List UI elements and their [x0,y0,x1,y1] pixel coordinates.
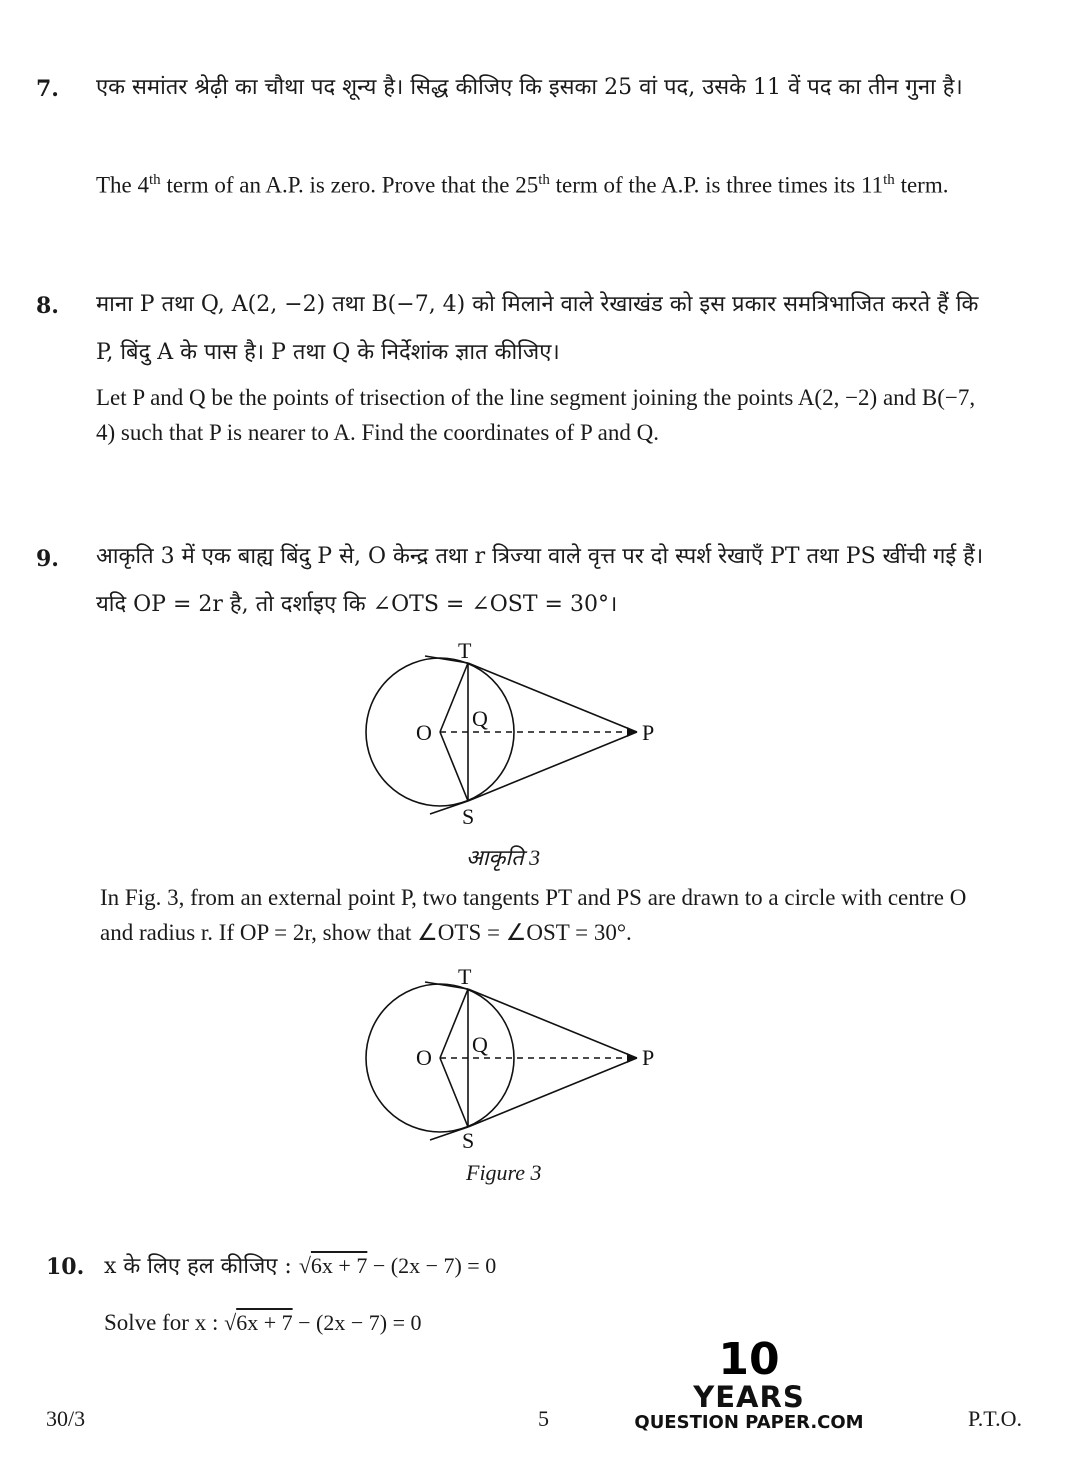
question-7-hindi: एक समांतर श्रेढ़ी का चौथा पद शून्य है। सिद्ध कीजिए कि इसका 25 वां पद, उसके 11 वें पद का तीन गुना है। [96,75,963,100]
arrowhead-p [627,727,637,737]
radicand: 6x + 7 [236,1310,293,1335]
logo-site: QUESTION PAPER.COM [634,1412,864,1433]
label-t: T [458,638,472,663]
q7-en-part: term of an A.P. is zero. Prove that the 25 [160,172,539,198]
radius-ot [440,663,468,732]
tangent-pt [468,989,637,1058]
q10-hindi-prefix: x के लिए हल कीजिए : [104,1254,292,1279]
question-8-number: 8. [36,293,59,319]
site-logo [632,1334,866,1434]
question-10-hindi [104,1242,994,1291]
radius-os [440,732,468,801]
page-number: 5 [538,1406,549,1431]
question-10-number: 10. [46,1254,85,1280]
q7-en-part: term of the A.P. is three times its 11 [549,172,884,198]
label-p: P [642,720,655,745]
label-o: O [416,1045,432,1070]
label-s: S [462,1128,475,1153]
q10-equation: √6x + 7 − (2x − 7) = 0 [224,1310,422,1335]
question-8-hindi: माना P तथा Q, A(2, −2) तथा B(−7, 4) को मिलाने वाले रेखाखंड को इस प्रकार समत्रिभाजित करते हैं कि P, बिंदु A के पास है। P तथा Q के निर्देशांक ज्ञात कीजिए। [96,292,979,365]
q7-sup: th [149,172,161,188]
q7-sup: th [538,172,550,188]
figure-3-hindi [340,632,680,832]
question-7-english [96,163,986,203]
paper-code: 30/3 [46,1406,86,1431]
label-o: O [416,720,432,745]
question-9-english: In Fig. 3, from an external point P, two tangents PT and PS are drawn to a circle with centre O and radius r. If OP = 2r, show that ∠OTS = ∠OST = 30°. [100,885,967,945]
radius-ot [440,989,468,1058]
label-s: S [462,804,475,829]
tangent-ps [468,1058,637,1127]
radicand: 6x + 7 [310,1253,368,1278]
logo-ten: 10 [718,1334,780,1385]
pto-label: P.T.O. [968,1406,1022,1431]
q10-equation: √6x + 7 − (2x − 7) = 0 [298,1253,497,1278]
q7-en-part: The 4 [96,172,150,198]
figure-3-caption-english: Figure 3 [466,1160,542,1185]
tangent-pt [468,663,637,732]
arrowhead-p [627,1053,637,1063]
equation-rest: − (2x − 7) = 0 [298,1310,422,1335]
figure-3-english [340,958,680,1158]
question-8-english: Let P and Q be the points of trisection of the line segment joining the points A(2, −2) and B(−7, 4) such that P is nearer to A. Find the coordinates of P and Q. [96,385,976,445]
label-t: T [458,964,472,989]
q7-en-part: term. [894,172,949,198]
q7-sup: th [883,172,895,188]
label-p: P [642,1045,655,1070]
question-9-number: 9. [36,546,59,572]
tangent-ps [468,732,637,801]
figure-3-caption-hindi: आकृति 3 [466,845,541,870]
question-9-hindi: आकृति 3 में एक बाह्य बिंदु P से, O केन्द्र तथा r त्रिज्या वाले वृत्त पर दो स्पर्श रेखाएँ PT तथा PS खींची गई हैं। यदि OP = 2r है, तो दर्शाइए कि ∠OTS = ∠OST = 30°। [96,544,984,617]
equation-rest: − (2x − 7) = 0 [372,1253,497,1278]
question-10-english [104,1305,994,1340]
logo-years: YEARS [693,1380,805,1414]
question-7-number: 7. [36,76,59,102]
radius-os [440,1058,468,1127]
q10-en-prefix: Solve for x : [104,1310,219,1335]
label-q: Q [472,706,488,731]
label-q: Q [472,1032,488,1057]
